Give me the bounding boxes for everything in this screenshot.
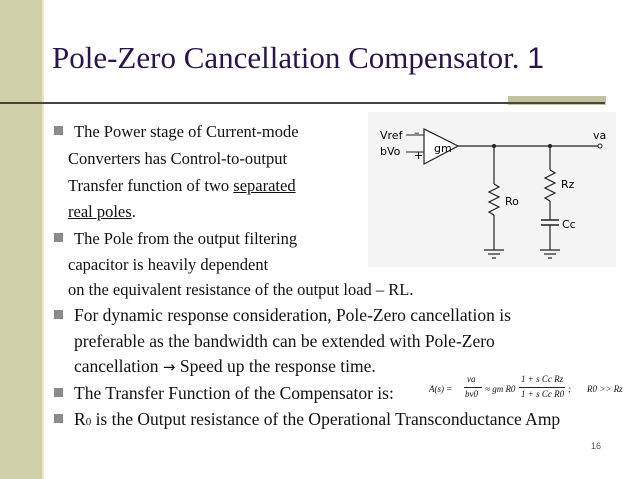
- formula-approx: ≈ gm R0: [485, 384, 516, 394]
- vref-label: Vref: [380, 129, 403, 142]
- cc-label: Cc: [562, 218, 576, 231]
- ground-symbol-cc: [540, 250, 560, 258]
- title-text: Pole-Zero Cancellation Compensator.: [52, 40, 520, 75]
- real-poles-term: real poles: [68, 202, 132, 221]
- bullet-5-line-1: [74, 410, 560, 431]
- formula-den-1: bv0: [465, 389, 478, 399]
- r0-subscript: 0: [85, 416, 92, 428]
- ota-plus-label: +: [414, 149, 424, 162]
- bullet-3-line-3: [74, 357, 376, 376]
- bullet-marker: [54, 233, 63, 242]
- formula-semicolon: ;: [568, 384, 571, 394]
- bullet-3-line-1: For dynamic response consideration, Pole-Zero cancellation is: [74, 305, 511, 325]
- bullet-marker: [54, 126, 63, 135]
- circuit-diagram: [368, 112, 616, 267]
- bullet-4-line-1: The Transfer Function of the Compensator is:: [74, 383, 394, 403]
- transfer-function-formula: [429, 374, 634, 414]
- rz-resistor: [545, 170, 555, 201]
- arrow-icon: →: [162, 358, 176, 376]
- bullet-2-line-2: capacitor is heavily dependent: [68, 255, 269, 274]
- bullet-1-text: Transfer function of two: [68, 176, 234, 195]
- formula-lhs: A(s) =: [429, 384, 453, 394]
- gm-label: gm: [434, 142, 452, 155]
- formula-den-2: 1 + s Cc R0: [521, 389, 565, 399]
- r0-symbol: R: [74, 409, 86, 429]
- bullet-1-line-2: Converters has Control-to-output: [68, 149, 288, 168]
- bullet-1-line-3: [68, 177, 296, 195]
- formula-num-1: va: [467, 374, 476, 384]
- formula-condition: R0 >> Rz: [587, 384, 623, 394]
- ota-minus-label: –: [414, 126, 420, 139]
- bullet-1-line-1: The Power stage of Current-mode: [74, 122, 299, 141]
- separated-term: separated: [233, 176, 296, 195]
- bullet-5-text: is the Output resistance of the Operational Transconductance Amp: [91, 409, 561, 429]
- ro-resistor: [489, 184, 499, 215]
- bullet-2-line-3: on the equivalent resistance of the output load – RL.: [68, 280, 414, 299]
- sidebar-edge: [42, 0, 44, 479]
- rz-label: Rz: [561, 178, 575, 191]
- sidebar-band: [0, 0, 42, 479]
- va-label: va: [593, 129, 607, 142]
- bullet-marker: [54, 414, 63, 423]
- bvo-label: bVo: [380, 145, 401, 158]
- bullet-3-text: cancellation: [74, 356, 163, 376]
- ro-label: Ro: [505, 195, 519, 208]
- title-divider: [0, 102, 605, 104]
- period: .: [131, 202, 136, 221]
- bullet-1-line-4: [68, 203, 136, 221]
- page-number: 16: [591, 441, 602, 451]
- formula-num-2: 1 + s Cc Rz: [521, 374, 564, 384]
- slide-title: [52, 40, 544, 76]
- bullet-3-line-2: preferable as the bandwidth can be extended with Pole-Zero: [74, 331, 495, 351]
- bullet-2-line-1: The Pole from the output filtering: [74, 229, 298, 248]
- bullet-marker: [54, 310, 63, 319]
- ground-symbol-ro: [484, 250, 504, 258]
- title-number: 1: [527, 42, 544, 75]
- bullet-marker: [54, 388, 63, 397]
- bullet-3-text-end: Speed up the response time.: [175, 356, 376, 376]
